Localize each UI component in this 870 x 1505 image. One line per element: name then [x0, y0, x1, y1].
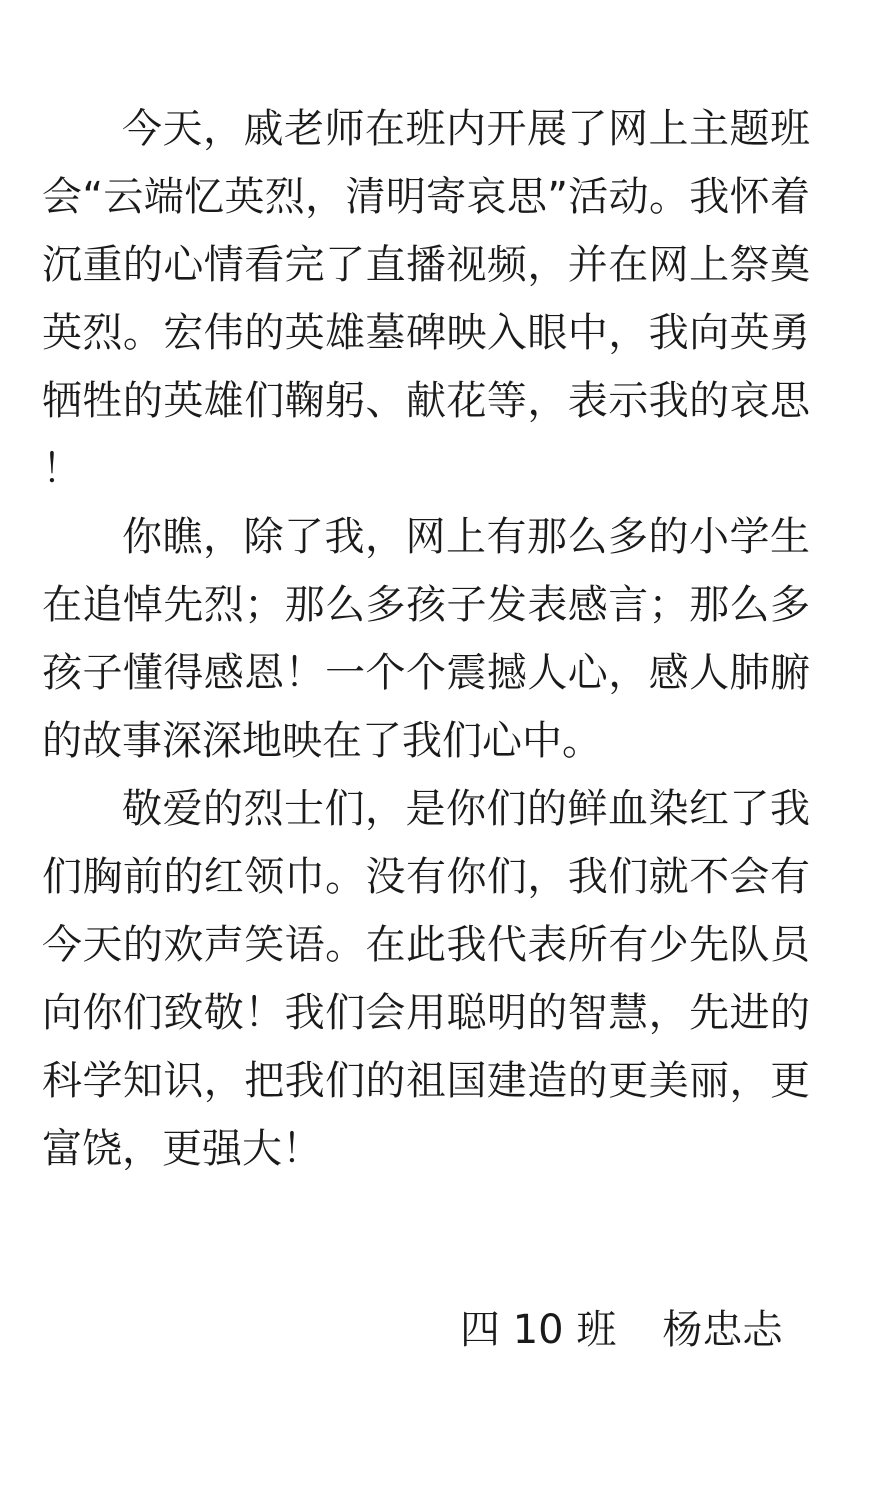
paragraph-2: 你瞧，除了我，网上有那么多的小学生在追悼先烈；那么多孩子发表感言；那么多孩子懂得感恩！一个个震撼人心，感人肺腑的故事深深地映在了我们心中。	[42, 514, 810, 764]
paragraph-1: 今天，戚老师在班内开展了网上主题班会“云端忆英烈，清明寄哀思”活动。我怀着沉重的心情看完了直播视频，并在网上祭奠英烈。宏伟的英雄墓碑映入眼中，我向英勇牺牲的英雄们鞠躬、献花等，表示我的哀思！	[42, 106, 810, 492]
signature-author: 杨忠忐	[662, 1307, 783, 1353]
signature-class: 四 10 班	[460, 1307, 617, 1353]
article-body	[42, 95, 810, 1183]
paragraph-3: 敬爱的烈士们，是你们的鲜血染红了我们胸前的红领巾。没有你们，我们就不会有今天的欢声笑语。在此我代表所有少先队员向你们致敬！我们会用聪明的智慧，先进的科学知识，把我们的祖国建造的更美丽，更富饶，更强大！	[42, 786, 810, 1172]
signature	[460, 1296, 782, 1364]
